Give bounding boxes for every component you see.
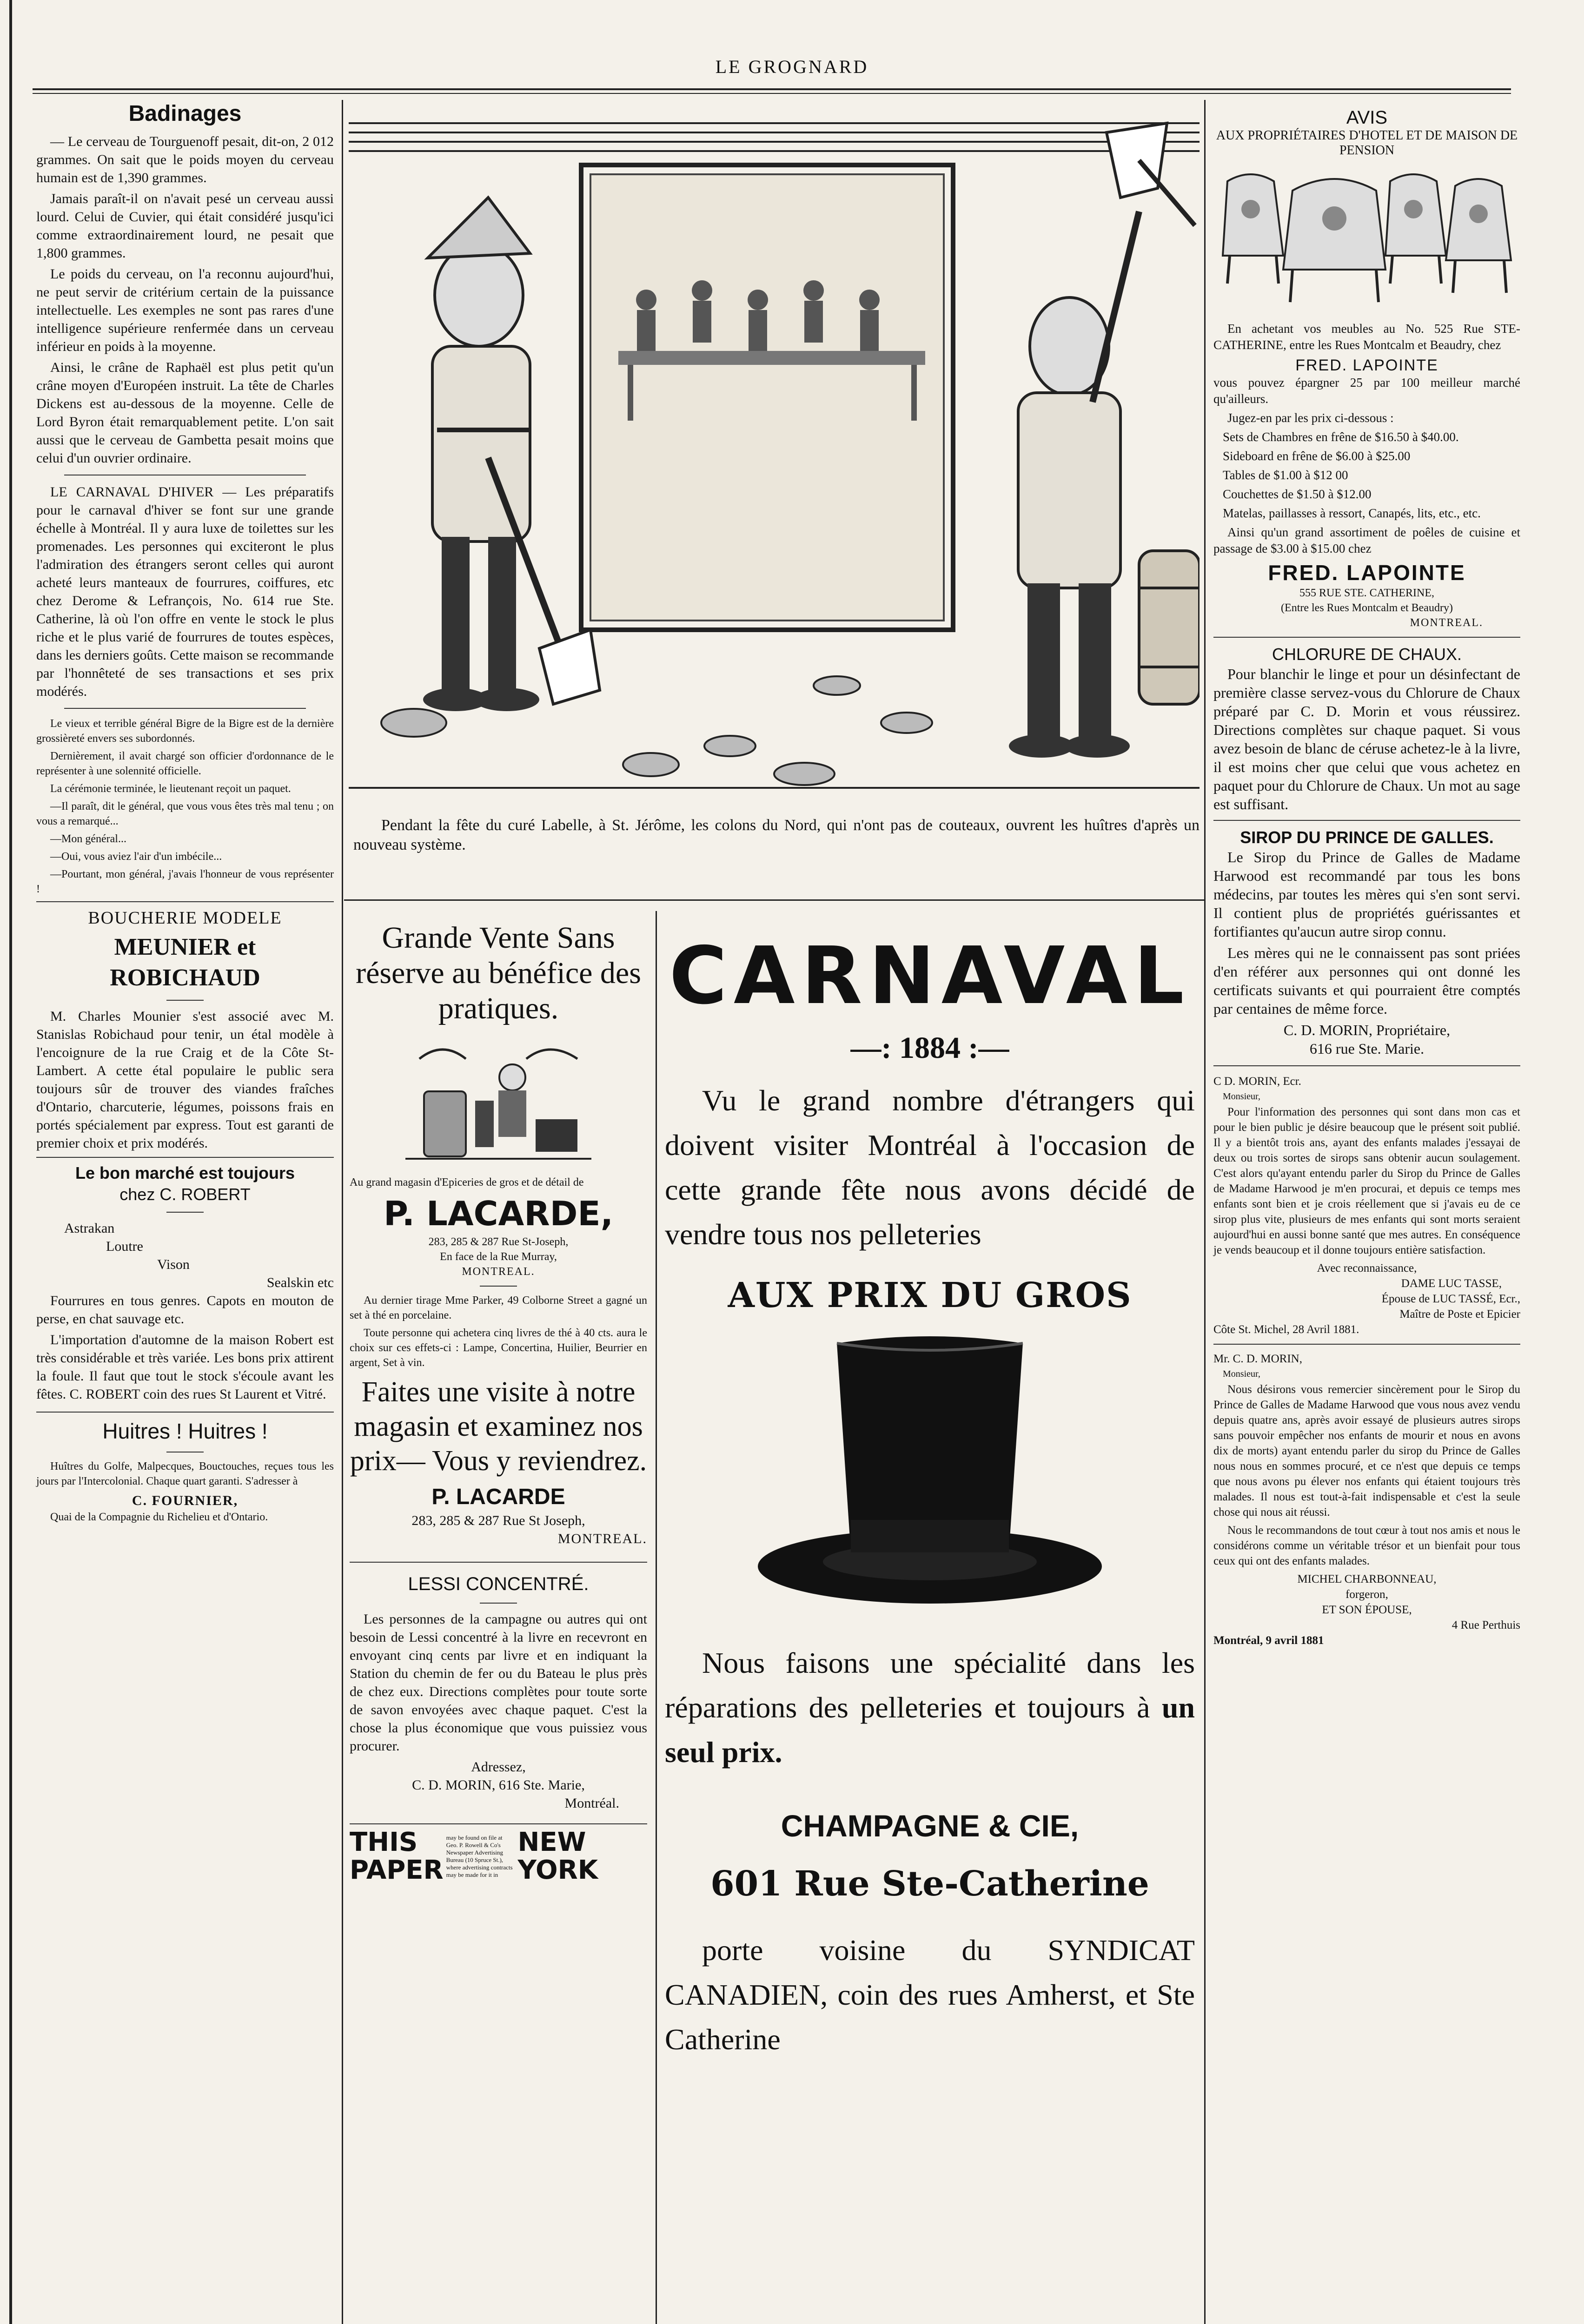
divider: [1213, 637, 1520, 638]
general-p6: —Oui, vous aviez l'air d'un imbécile...: [50, 851, 222, 863]
avis-address2: (Entre les Rues Montcalm et Beaudry): [1281, 602, 1453, 614]
letter1-signature3: Maître de Poste et Epicier: [1399, 1308, 1520, 1320]
lacarde-p2: Au dernier tirage Mme Parker, 49 Colborne Street a gagné un set à thé en porcelaine.: [350, 1294, 647, 1321]
divider: [1213, 1344, 1520, 1345]
column-rule-3: [1204, 100, 1206, 2324]
letter1-p2: Avec reconnaissance,: [1317, 1262, 1417, 1274]
chlorure-title: CHLORURE DE CHAUX.: [1272, 645, 1462, 664]
divider: [350, 1562, 647, 1563]
avis-name2: FRED. LAPOINTE: [1268, 561, 1466, 585]
badinages-title: Badinages: [128, 101, 242, 126]
masthead: LE GROGNARD: [715, 56, 869, 77]
lacarde-city: MONTREAL.: [462, 1266, 535, 1278]
robert-item-4: Sealskin etc: [266, 1275, 334, 1290]
divider: [36, 1412, 334, 1413]
grocer-svg: [405, 1040, 591, 1166]
letter1-salutation: Monsieur,: [1223, 1091, 1260, 1102]
sirop-p1: Le Sirop du Prince de Galles de Madame Harwood est recommandé par tous les bons médecins, par toutes les mères qui s'en sont servi. Il contient plus de propriétés guérissantes et fortifiantes qu'aucun autre sirop connu.: [1213, 849, 1520, 940]
avis-price-item: Tables de $1.00 à $12 00: [1223, 468, 1348, 482]
lacarde-address3: 283, 285 & 287 Rue St Joseph,: [411, 1513, 585, 1528]
grocer-illustration: [405, 1040, 591, 1166]
letter1-date: Côte St. Michel, 28 Avril 1881.: [1213, 1323, 1359, 1336]
lacarde-name: P. LACARDE,: [384, 1194, 613, 1233]
furniture-svg: [1213, 163, 1520, 316]
divider: [36, 1157, 334, 1158]
lessi-city: Montréal.: [564, 1796, 619, 1811]
cartoon-bottom-rule: [344, 899, 1204, 901]
avis-subtitle: AUX PROPRIÉTAIRES D'HOTEL ET DE MAISON DE PENSION: [1216, 128, 1518, 158]
lessi-p2: Adressez,: [471, 1759, 526, 1775]
badinages-p1: — Le cerveau de Tourguenoff pesait, dit-on, 2 012 grammes. On sait que le poids moyen du cerveau humain est de 1,390 grammes.: [36, 134, 334, 185]
carnaval-hiver-p1: LE CARNAVAL D'HIVER — Les préparatifs pour le carnaval d'hiver se font sur une grande échelle à Montréal. Il y aura luxe de toilettes sur les promenades. Les personnes qui exciteront le plus l'admiration des étrangers seront celles qui auront acheté leurs manteaux de fourrures, coiffures, etc chez Derome & Lefrançois, No. 614 rue Ste. Catherine, là où l'on offre en vente le stock le plus riche et le plus varié de fourrures de toutes espèces, dans les derniers goûts. Cette maison se recommande par l'honnêteté de ses transactions et ses prix modérés.: [36, 484, 334, 699]
huitres-p1: Huîtres du Golfe, Malpecques, Bouctouches, reçues tous les jours par l'Intercolonial. Chaque quart garanti. S'adresser à: [36, 1460, 334, 1487]
lessi-p1: Les personnes de la campagne ou autres qui ont besoin de Lessi concentré à la livre en recevront en envoyant cinq cents par livre et en indiquant la Station du chemin de fer ou du Bateau le plus près de chez eux. Directions complètes pour toute sorte de savon envoyées avec chaque paquet. C'est la chose la plus économique que vous puissiez vous procurer.: [350, 1611, 647, 1754]
avis-price-item: Sets de Chambres en frêne de $16.50 à $40.00.: [1223, 430, 1459, 444]
carnaval-body: Vu le grand nombre d'étrangers qui doivent visiter Montréal à l'occasion de cette grande fête nous avons décidé de vendre tous nos pelleteries: [665, 1084, 1195, 1251]
chlorure-p1: Pour blanchir le linge et pour un désinfectant de première classe servez-vous du Chlorure de Chaux préparé par C. D. Morin et vous réussirez. Directions complètes sur chaque paquet. Si vous avez besoin de blanc de céruse achetez-le à la livre, il est moins cher que celui que vous achetez en paquet pour du Chlorure de Chaux. Un mot au sage est suffisant.: [1213, 666, 1520, 812]
carnaval-body2-b: un seul prix.: [665, 1691, 1195, 1769]
avis-p1: En achetant vos meubles au No. 525 Rue STE-CATHERINE, entre les Rues Montcalm et Beaudry, chez: [1213, 322, 1520, 352]
lacarde-city2: MONTREAL.: [557, 1531, 647, 1546]
carnaval-ad: [665, 930, 1195, 2062]
letter1-p1: Pour l'information des personnes qui sont dans mon cas et pour le bien public je désire beaucoup que le présent soit publié. Il y a bientôt trois ans, ayant des enfants malades j'essayai de deux ou trois sortes de sirops sans obtenir aucun soulagement. C'est alors qu'ayant entendu parler du Sirop du Prince de Galles de Madame Harwood je m'en procurai, et depuis ce temps mes enfants sont bien et je crois réellement que si j'avais eu de ce sirop plus vite, plusieurs de mes enfants qui sont morts seraient aujourd'hui en aussi bonne santé que mes autres. En conséquence je vends beaucoup et il donne toujours entière satisfaction.: [1213, 1106, 1520, 1256]
avis-p4: Ainsi qu'un grand assortiment de poêles de cuisine et passage de $3.00 à $15.00 chez: [1213, 525, 1520, 555]
this-paper-small: may be found on file at Geo. P. Rowell & Co's Newspaper Advertising Bureau (10 Spruce St.), where advertising contracts may be made for it in: [446, 1834, 513, 1878]
letter2-date: Montréal, 9 avril 1881: [1213, 1634, 1324, 1647]
letter2-address: 4 Rue Perthuis: [1451, 1619, 1520, 1631]
general-p1: Le vieux et terrible général Bigre de la Bigre est de la dernière grossièreté envers ses subordonnés.: [36, 718, 334, 745]
carnaval-body3: porte voisine du SYNDICAT CANADIEN, coin des rues Amherst, et Ste Catherine: [665, 1934, 1195, 2056]
general-p7: —Pourtant, mon général, j'avais l'honneur de vous représenter !: [36, 868, 334, 895]
column-2: [350, 920, 647, 1885]
cartoon-caption: Pendant la fête du curé Labelle, à St. Jérôme, les colons du Nord, qui n'ont pas de couteaux, ouvrent les huîtres d'après un nouveau système.: [353, 817, 1200, 853]
lacarde-headline: Grande Vente Sans réserve au bénéfice des pratiques.: [356, 921, 641, 1025]
divider: [1213, 820, 1520, 821]
top-hat-illustration: [665, 1334, 1195, 1622]
letter1-to: C D. MORIN, Ecr.: [1213, 1075, 1301, 1088]
carnaval-gros: AUX PRIX DU GROS: [728, 1275, 1132, 1315]
avis-title: AVIS: [1346, 107, 1388, 128]
lacarde-address2: En face de la Rue Murray,: [440, 1251, 557, 1263]
general-p5: —Mon général...: [50, 833, 126, 845]
lessi-title: LESSI CONCENTRÉ.: [408, 1574, 589, 1594]
divider: [166, 1212, 204, 1213]
boucherie-subtitle: MEUNIER et ROBICHAUD: [110, 934, 260, 991]
huitres-p2: Quai de la Compagnie du Richelieu et d'Ontario.: [50, 1511, 268, 1523]
page-left-edge: [9, 0, 12, 2324]
robert-item-2: Loutre: [106, 1239, 143, 1254]
masthead-rule: [33, 88, 1511, 90]
letter2-signature: MICHEL CHARBONNEAU,: [1297, 1573, 1437, 1585]
masthead-rule-thin: [33, 93, 1511, 94]
this-paper-ad: [350, 1827, 647, 1885]
letter1-signature: DAME LUC TASSE,: [1401, 1277, 1502, 1290]
column-rule-2: [656, 911, 657, 2324]
lacarde-p3: Toute personne qui achetera cinq livres de thé à 40 cts. aura le choix sur ces effets-ci : Lampe, Concertina, Huilier, Beurrier en argent, Set à vin.: [350, 1327, 647, 1369]
boucherie-title: BOUCHERIE MODELE: [88, 908, 282, 928]
robert-p1: Fourrures en tous genres. Capots en mouton de perse, en chat sauvage etc.: [36, 1293, 334, 1327]
avis-p2: vous pouvez épargner 25 par 100 meilleur marché qu'ailleurs.: [1213, 376, 1520, 406]
lacarde-address: 283, 285 & 287 Rue St-Joseph,: [428, 1236, 569, 1248]
lessi-signature: C. D. MORIN, 616 Ste. Marie,: [412, 1777, 585, 1793]
badinages-p4: Ainsi, le crâne de Raphaël est plus petit qu'un crâne moyen d'Européen instruit. La tête de Charles Dickens est au-dessous de la moyenne. Celle de Lord Byron était remarquablement petite. L'on sait aussi que le cerveau de Gambetta pesait moins que celui d'un ouvrier ordinaire.: [36, 360, 334, 466]
boucherie-p1: M. Charles Mounier s'est associé avec M. Stanislas Robichaud pour tenir, un étal modèle à l'encoignure de la rue Craig et de la Côte St-Lambert. A cette étal populaire le public sera toujours sûr de trouver des viandes fraîches d'Ontario, charcuterie, légumes, poissons frais en portés spécialement par express. Tout est garanti de premier choix et prix modérés.: [36, 1009, 334, 1151]
letter2-p1: Nous désirons vous remercier sincèrement pour le Sirop du Prince de Galles de Madame Harwood que vous nous avez vendu depuis quatre ans, après avoir essayé de plusieurs autres sirops sans pouvoir empêcher nos enfants de mourir et nous en avons dix de morts) ayant entendu parler du sirop du Prince de Galles nous nous en sommes procuré, et ce n'est que depuis ce temps que nous avons pu élever nos enfants qui étaient toujours très malades. Il nous est tout-à-fait indispensable et c'est la seule chose qui nous ait réussi.: [1213, 1383, 1520, 1519]
lacarde-p1: Au grand magasin d'Epiceries de gros et de détail de: [350, 1176, 584, 1188]
avis-p3: Jugez-en par les prix ci-dessous :: [1227, 411, 1394, 425]
this-paper-left: THIS PAPER: [350, 1827, 444, 1885]
divider: [166, 1000, 204, 1001]
robert-title2: chez C. ROBERT: [119, 1185, 251, 1204]
column-1: [36, 100, 334, 1527]
carnaval-year: —: 1884 :—: [850, 1031, 1009, 1065]
carnaval-title: CARNAVAL: [669, 930, 1191, 1022]
sirop-p2: Les mères qui ne le connaissent pas sont priées d'en référer aux personnes qui ont donné les certificats suivants et qui pourraient être comptés par centaines de même force.: [1213, 944, 1520, 1017]
carnaval-company: CHAMPAGNE & CIE,: [781, 1809, 1079, 1843]
avis-address: 555 RUE STE. CATHERINE,: [1299, 587, 1434, 599]
divider: [36, 901, 334, 902]
sirop-title: SIROP DU PRINCE DE GALLES.: [1240, 828, 1494, 847]
general-p3: La cérémonie terminée, le lieutenant reçoit un paquet.: [50, 783, 291, 795]
column-4: [1213, 107, 1520, 1648]
badinages-p2: Jamais paraît-il on n'avait pesé un cerveau aussi lourd. Celui de Cuvier, qui était considéré jusqu'ici comme extraordinairement lourd, ne pesait que 1,800 grammes.: [36, 191, 334, 261]
sirop-signature: C. D. MORIN, Propriétaire,: [1283, 1022, 1451, 1038]
avis-city: MONTREAL.: [1410, 617, 1483, 629]
column-rule-1: [342, 100, 343, 2324]
divider: [480, 1603, 517, 1604]
divider: [350, 1823, 647, 1824]
sirop-address: 616 rue Ste. Marie.: [1309, 1040, 1425, 1057]
letter2-signature2: forgeron,: [1345, 1588, 1388, 1601]
avis-price-item: Matelas, paillasses à ressort, Canapés, lits, etc., etc.: [1223, 506, 1481, 520]
avis-name: FRED. LAPOINTE: [1295, 357, 1438, 374]
carnaval-body2-a: Nous faisons une spécialité dans les réparations des pelleteries et toujours à: [665, 1646, 1195, 1724]
cartoon-illustration: [349, 105, 1200, 802]
robert-p2: L'importation d'automne de la maison Robert est très considérable et très variée. Les bons prix attirent la foule. Il faut que tout le stock s'écoule avant les fêtes. C. ROBERT coin des rues St Laurent et Vitré.: [36, 1332, 334, 1402]
avis-price-item: Couchettes de $1.50 à $12.00: [1223, 487, 1372, 501]
this-paper-right: NEW YORK: [517, 1827, 598, 1885]
carnaval-address: 601 Rue Ste-Catherine: [710, 1864, 1149, 1904]
lacarde-headline2: Faites une visite à notre magasin et examinez nos prix— Vous y reviendrez.: [350, 1376, 647, 1477]
letter2-signature3: ET SON ÉPOUSE,: [1322, 1604, 1412, 1616]
general-p4: —Il paraît, dit le général, que vous vous êtes très mal tenu ; on vous a remarqué...: [36, 800, 334, 827]
huitres-signature: C. FOURNIER,: [132, 1493, 239, 1508]
robert-item-1: Astrakan: [64, 1221, 115, 1236]
avis-price-list: [1213, 429, 1520, 522]
divider: [64, 708, 306, 709]
lacarde-name2: P. LACARDE: [431, 1485, 565, 1509]
huitres-title: Huitres ! Huitres !: [102, 1419, 268, 1443]
furniture-illustration: [1213, 163, 1520, 316]
letter1-signature2: Épouse de LUC TASSÉ, Ecr.,: [1381, 1293, 1520, 1305]
letter2-to: Mr. C. D. MORIN,: [1213, 1353, 1302, 1365]
cartoon-svg: [349, 105, 1200, 802]
letter2-salutation: Monsieur,: [1223, 1369, 1260, 1379]
general-p2: Dernièrement, il avait chargé son officier d'ordonnance de le représenter à une solennité officielle.: [36, 750, 334, 777]
divider: [1213, 1065, 1520, 1066]
top-hat-svg: [665, 1334, 1195, 1622]
badinages-p3: Le poids du cerveau, on l'a reconnu aujourd'hui, ne peut servir de critérium certain de la puissance intellectuelle. Les exemples ne sont pas rares d'une intelligence supérieure renfermée dans un cerveau inférieur en poids à la moyenne.: [36, 266, 334, 354]
robert-title: Le bon marché est toujours: [75, 1163, 295, 1182]
avis-price-item: Sideboard en frêne de $6.00 à $25.00: [1223, 449, 1411, 463]
robert-item-3: Vison: [157, 1257, 190, 1272]
letter2-p2: Nous le recommandons de tout cœur à tout nos amis et nous le considérons comme un véritable trésor et un bienfait pour tous ceux qui ont des enfants malades.: [1213, 1524, 1520, 1567]
divider: [480, 1286, 517, 1287]
carnaval-body2: [665, 1641, 1195, 1775]
